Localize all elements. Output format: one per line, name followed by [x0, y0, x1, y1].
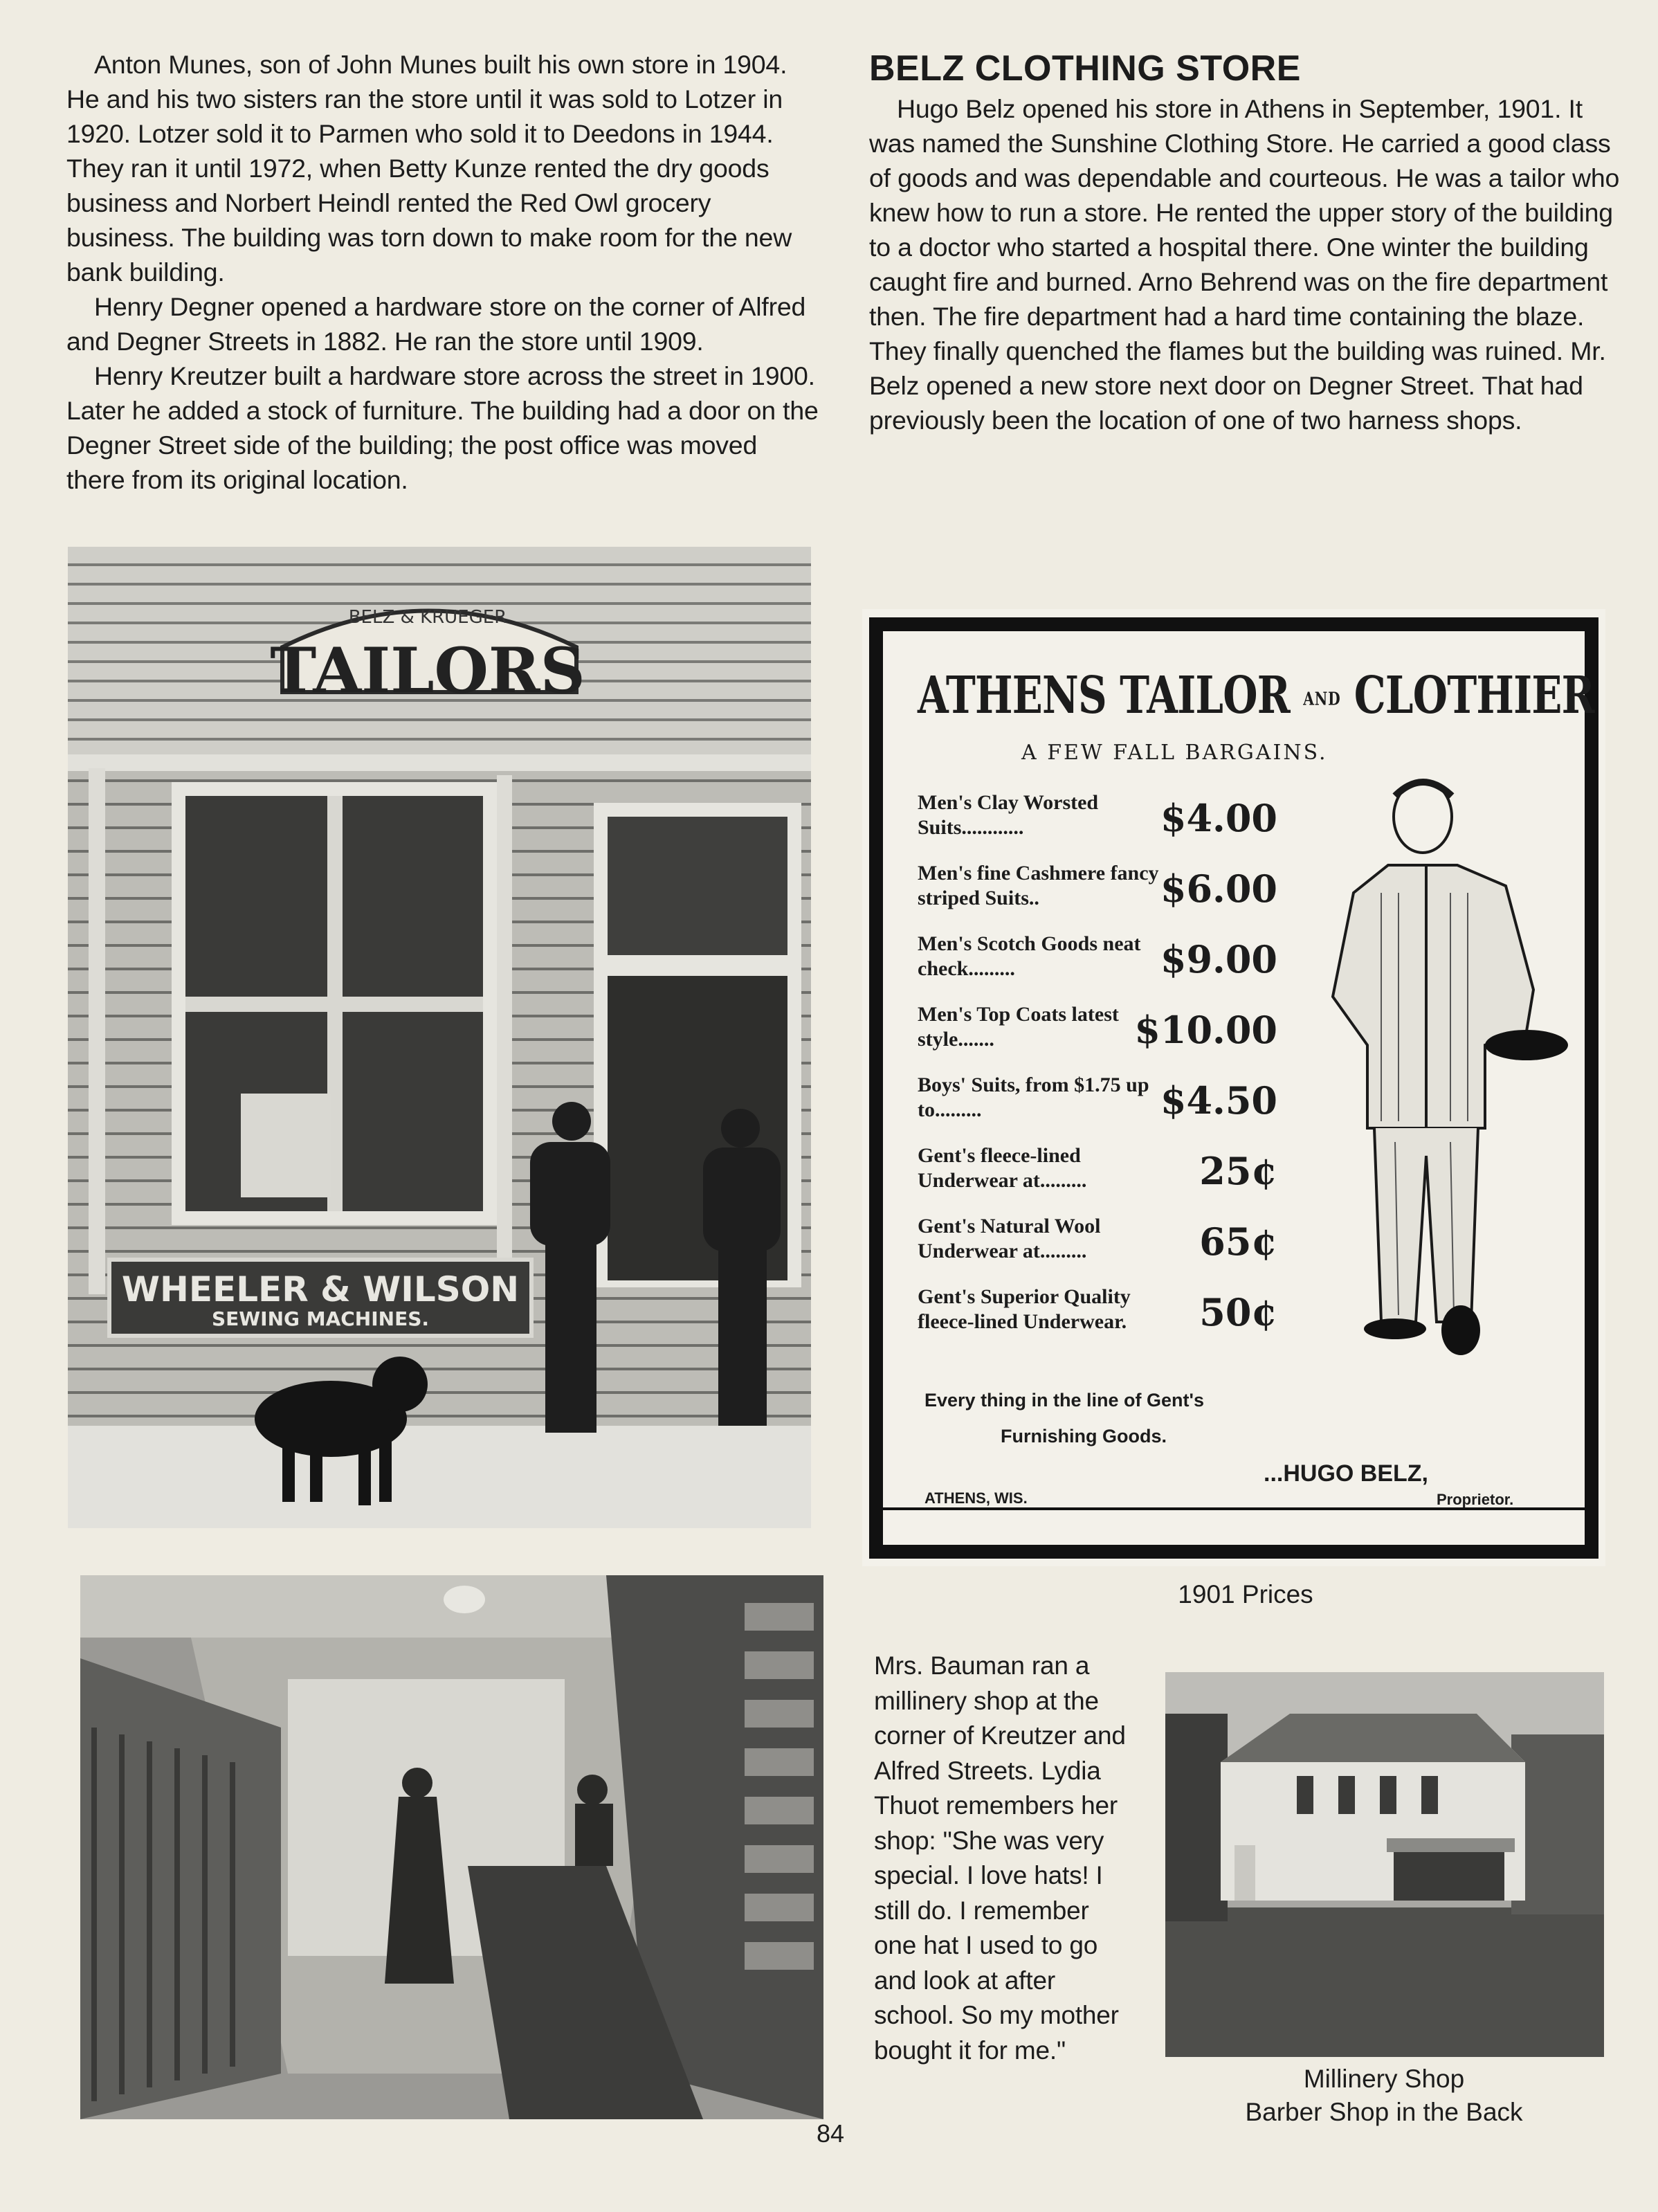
ad-item-price: $6.00 — [1160, 867, 1277, 911]
ad-subtitle: A FEW FALL BARGAINS. — [1021, 741, 1328, 765]
page-number: 84 — [817, 2119, 845, 2148]
ad-item-desc: Men's Top Coats latest style....... — [918, 1003, 1119, 1051]
gentleman-illustration — [1277, 768, 1575, 1377]
paragraph-belz: Hugo Belz opened his store in Athens in September, 1901. It was named the Sunshine Clothing Store. He carried a good class of goods and was dependable and courteous. He was a tailor who knew how to run a store. He rented the upper story of the building to a doctor who started a hospital there. One winter the building caught fire and burned. Arno Behrend was on the fire department then. The fire department had a hard time containing the blaze. They finally quenched the flames but the building was ruined. Mr. Belz opened a new store next door on Degner Street. That had previously been the location of one of two harness shops. — [869, 94, 1620, 435]
ad-item-desc: Gent's Superior Quality fleece-lined Underwear. — [918, 1285, 1131, 1333]
sign-wheeler-wilson: WHEELER & WILSON — [121, 1269, 520, 1309]
ad-title-right: CLOTHIER — [1354, 666, 1594, 725]
ad-item-price: $9.00 — [1160, 937, 1277, 981]
ad-item — [918, 790, 1277, 860]
ad-footer-line1: Every thing in the line of Gent's — [924, 1390, 1204, 1411]
ad-item-price: 25¢ — [1199, 1149, 1277, 1193]
paragraph-munes: Anton Munes, son of John Munes built his own store in 1904. He and his two sisters ran the store until it was sold to Lotzer in 1920. Lotzer sold it to Parmen who sold it to Deedons in 1944. They ran it until 1972, when Betty Kunze rented the dry goods business and Norbert Heindl rented the Red Owl grocery business. The building was torn down to make room for the new bank building. — [66, 50, 792, 287]
millinery-caption-line2: Barber Shop in the Back — [1245, 2098, 1523, 2126]
ad-item-price: 65¢ — [1199, 1220, 1277, 1264]
ad-item — [918, 1143, 1277, 1213]
left-column-text — [66, 47, 821, 497]
millinery-shop-photo — [1165, 1672, 1604, 2057]
ad-item — [918, 861, 1277, 930]
ad-item — [918, 1073, 1277, 1142]
sign-sewing-machines: SEWING MACHINES. — [211, 1307, 430, 1330]
ad-caption: 1901 Prices — [1178, 1580, 1313, 1608]
ad-item-price: $10.00 — [1134, 1008, 1277, 1052]
sign-belz-krueger: BELZ & KRUEGER — [348, 607, 507, 628]
storefront-photo — [68, 547, 811, 1528]
ad-item-price: 50¢ — [1199, 1290, 1277, 1334]
ad-title-left: ATHENS TAILOR — [918, 666, 1290, 725]
ad-item-desc: Men's Scotch Goods neat check......... — [918, 932, 1141, 980]
right-column-text — [869, 47, 1623, 437]
paragraph-degner: Henry Degner opened a hardware store on the corner of Alfred and Degner Streets in 1882. He ran the store until 1909. — [66, 292, 806, 356]
ad-item — [918, 932, 1277, 1001]
sign-tailors: TAILORS — [270, 634, 585, 707]
paragraph-bauman: Mrs. Bauman ran a millinery shop at the corner of Kreutzer and Alfred Streets. Lydia Thuot remembers her shop: "She was very special. I love hats! I still do. I remember one hat I used to go and look at after school. So my mother bought it for me." — [874, 1651, 1126, 2065]
ad-item-desc: Gent's Natural Wool Underwear at......... — [918, 1215, 1101, 1262]
ad-proprietor-name: ...HUGO BELZ, — [1264, 1460, 1428, 1487]
paragraph-kreutzer: Henry Kreutzer built a hardware store across the street in 1900. Later he added a stock of furniture. The building had a door on the Degner Street side of the building; the post office was moved there from its original location. — [66, 361, 819, 494]
ad-item-desc: Men's fine Cashmere fancy striped Suits.. — [918, 862, 1159, 909]
millinery-caption-line1: Millinery Shop — [1303, 2065, 1465, 2093]
bauman-text — [874, 1649, 1137, 2068]
advertisement — [862, 609, 1605, 1566]
store-interior-photo — [80, 1575, 823, 2119]
ad-item — [918, 1214, 1277, 1283]
ad-item-price: $4.50 — [1160, 1078, 1277, 1123]
ad-item-desc: Men's Clay Worsted Suits............ — [918, 791, 1099, 839]
ad-location: ATHENS, WIS. — [924, 1489, 1028, 1507]
ad-item-price: $4.00 — [1160, 796, 1277, 840]
ad-item — [918, 1285, 1277, 1354]
ad-item-desc: Boys' Suits, from $1.75 up to......... — [918, 1073, 1149, 1121]
millinery-caption — [1176, 2063, 1592, 2129]
ad-title — [918, 664, 1594, 731]
ad-title-and: AND — [1303, 689, 1341, 710]
ad-item — [918, 1002, 1277, 1071]
ad-proprietor-label: Proprietor. — [1437, 1491, 1514, 1508]
ad-item-desc: Gent's fleece-lined Underwear at......... — [918, 1144, 1087, 1192]
ad-footer-line2: Furnishing Goods. — [1001, 1426, 1167, 1447]
section-heading: BELZ CLOTHING STORE — [869, 48, 1301, 89]
